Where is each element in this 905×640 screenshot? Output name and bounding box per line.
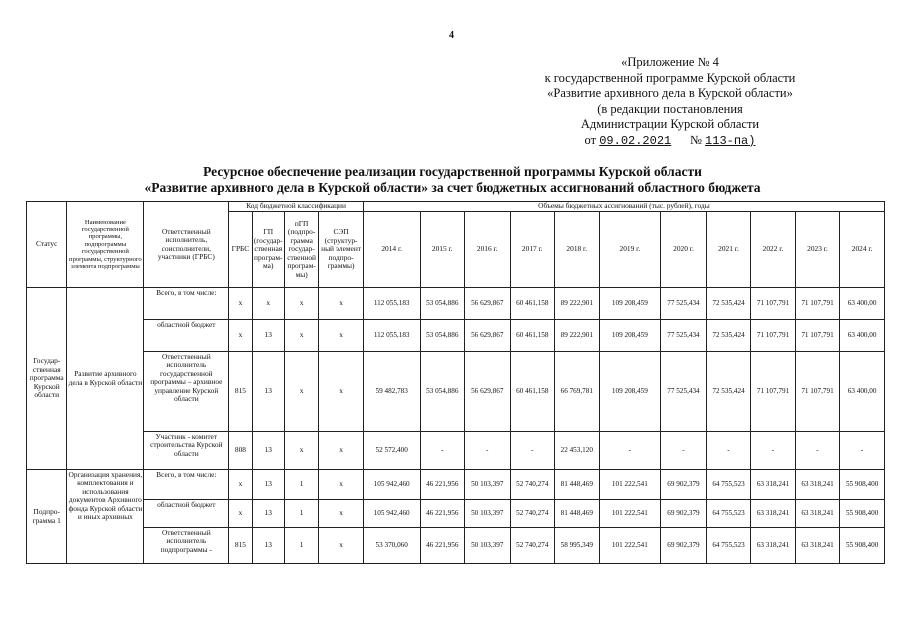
- pgp-cell: 1: [284, 470, 318, 500]
- value-cell: 64 755,523: [706, 528, 751, 564]
- header-year: 2017 г.: [510, 212, 555, 288]
- grbs-cell: 815: [229, 528, 252, 564]
- table-row: [27, 470, 885, 500]
- gp-cell: 13: [252, 500, 284, 528]
- table-row: [27, 352, 885, 432]
- gp-cell: 13: [252, 352, 284, 432]
- value-cell: 63 318,241: [751, 500, 796, 528]
- value-cell: 71 107,791: [751, 352, 796, 432]
- value-cell: 77 525,434: [661, 320, 707, 352]
- value-cell: 63 318,241: [751, 528, 796, 564]
- appendix-line: Администрации Курской области: [580, 117, 760, 131]
- value-cell: 56 629,867: [465, 320, 511, 352]
- gp-cell: х: [252, 288, 284, 320]
- decree-date: 09.02.2021: [599, 133, 672, 148]
- header-year: 2023 г.: [795, 212, 840, 288]
- title-line-2: «Развитие архивного дела в Курской области» за счет бюджетных ассигнований областного бюджета: [144, 180, 761, 195]
- header-grbs: ГРБС: [229, 212, 252, 288]
- executor-cell: областной бюджет: [144, 500, 229, 528]
- appendix-block: [505, 55, 835, 149]
- pgp-cell: х: [284, 288, 318, 320]
- value-cell: 55 908,400: [840, 470, 885, 500]
- header-year: 2024 г.: [840, 212, 885, 288]
- value-cell: 72 535,424: [706, 320, 751, 352]
- appendix-line: (в редакции постановления: [597, 101, 743, 116]
- value-cell: -: [840, 432, 885, 470]
- table-row: [27, 320, 885, 352]
- value-cell: 55 908,400: [840, 528, 885, 564]
- value-cell: 53 054,886: [420, 352, 465, 432]
- value-cell: 63 400,00: [840, 352, 885, 432]
- value-cell: 77 525,434: [661, 352, 707, 432]
- value-cell: 60 461,158: [510, 320, 555, 352]
- value-cell: 72 535,424: [706, 288, 751, 320]
- header-year: 2015 г.: [420, 212, 465, 288]
- decree-close: ): [748, 133, 756, 148]
- sep-cell: х: [319, 470, 364, 500]
- value-cell: 109 208,459: [599, 288, 661, 320]
- value-cell: 112 055,183: [363, 288, 420, 320]
- value-cell: 101 222,541: [599, 528, 661, 564]
- header-year: 2016 г.: [465, 212, 511, 288]
- resource-table: [26, 201, 885, 564]
- pgp-cell: х: [284, 352, 318, 432]
- decree-number: 113-па: [705, 133, 749, 148]
- value-cell: -: [751, 432, 796, 470]
- value-cell: 52 572,400: [363, 432, 420, 470]
- value-cell: 109 208,459: [599, 352, 661, 432]
- value-cell: 105 942,460: [363, 500, 420, 528]
- executor-cell: Ответственный исполнитель подпрограммы -: [144, 528, 229, 564]
- value-cell: 81 448,469: [555, 470, 600, 500]
- header-name: Наименование государственной программы, подпрограммы государственной программы, структурного элемента подпрограммы: [67, 202, 144, 288]
- value-cell: 46 221,956: [420, 528, 465, 564]
- sep-cell: х: [319, 288, 364, 320]
- value-cell: 52 740,274: [510, 528, 555, 564]
- value-cell: 89 222,901: [555, 288, 600, 320]
- value-cell: 53 054,886: [420, 288, 465, 320]
- value-cell: 109 208,459: [599, 320, 661, 352]
- name-cell: Развитие архивного дела в Курской области: [67, 288, 144, 470]
- status-cell: Подпро-грамма 1: [27, 470, 67, 564]
- value-cell: 71 107,791: [795, 320, 840, 352]
- value-cell: 63 400,00: [840, 288, 885, 320]
- value-cell: -: [795, 432, 840, 470]
- grbs-cell: 808: [229, 432, 252, 470]
- value-cell: 77 525,434: [661, 288, 707, 320]
- value-cell: 71 107,791: [795, 352, 840, 432]
- value-cell: -: [661, 432, 707, 470]
- value-cell: -: [420, 432, 465, 470]
- value-cell: 63 318,241: [751, 470, 796, 500]
- value-cell: 50 103,397: [465, 470, 511, 500]
- value-cell: 55 908,400: [840, 500, 885, 528]
- table-row: [27, 432, 885, 470]
- table-row: [27, 288, 885, 320]
- header-year: 2020 г.: [661, 212, 707, 288]
- document-title: [100, 164, 805, 196]
- sep-cell: х: [319, 352, 364, 432]
- value-cell: -: [510, 432, 555, 470]
- sep-cell: х: [319, 432, 364, 470]
- header-year: 2019 г.: [599, 212, 661, 288]
- gp-cell: 13: [252, 528, 284, 564]
- value-cell: 71 107,791: [751, 320, 796, 352]
- executor-cell: областной бюджет: [144, 320, 229, 352]
- value-cell: 50 103,397: [465, 528, 511, 564]
- sep-cell: х: [319, 528, 364, 564]
- pgp-cell: 1: [284, 528, 318, 564]
- header-year: 2021 г.: [706, 212, 751, 288]
- value-cell: 46 221,956: [420, 470, 465, 500]
- header-code-group: Код бюджетной классификации: [229, 202, 364, 212]
- value-cell: 50 103,397: [465, 500, 511, 528]
- value-cell: 53 370,060: [363, 528, 420, 564]
- executor-cell: Всего, в том числе:: [144, 288, 229, 320]
- value-cell: 71 107,791: [795, 288, 840, 320]
- grbs-cell: 815: [229, 352, 252, 432]
- gp-cell: 13: [252, 432, 284, 470]
- name-cell: Организация хранения, комплектования и использования документов Архивного фонда Курской области и иных архивных: [67, 470, 144, 564]
- header-year: 2018 г.: [555, 212, 600, 288]
- number-prefix: №: [689, 132, 702, 147]
- value-cell: 59 482,783: [363, 352, 420, 432]
- decree-date-line: [505, 133, 835, 150]
- value-cell: 105 942,460: [363, 470, 420, 500]
- value-cell: -: [465, 432, 511, 470]
- value-cell: 53 054,886: [420, 320, 465, 352]
- header-pgp: пГП (подпро-грамма государ-ственной програм-мы): [284, 212, 318, 288]
- grbs-cell: х: [229, 500, 252, 528]
- value-cell: -: [599, 432, 661, 470]
- header-status: Статус: [27, 202, 67, 288]
- title-line-1: Ресурсное обеспечение реализации государственной программы Курской области: [203, 164, 702, 179]
- header-year: 2022 г.: [751, 212, 796, 288]
- value-cell: 112 055,183: [363, 320, 420, 352]
- value-cell: 22 453,120: [555, 432, 600, 470]
- value-cell: 56 629,867: [465, 288, 511, 320]
- value-cell: 69 902,379: [661, 470, 707, 500]
- value-cell: 52 740,274: [510, 470, 555, 500]
- grbs-cell: х: [229, 288, 252, 320]
- header-volume-group: Объемы бюджетных ассигнований (тыс. рублей), годы: [363, 202, 884, 212]
- date-prefix: от: [584, 132, 597, 147]
- value-cell: 101 222,541: [599, 500, 661, 528]
- value-cell: 71 107,791: [751, 288, 796, 320]
- value-cell: 63 318,241: [795, 528, 840, 564]
- value-cell: 66 769,781: [555, 352, 600, 432]
- appendix-line: «Развитие архивного дела в Курской области»: [547, 86, 793, 100]
- value-cell: 72 535,424: [706, 352, 751, 432]
- value-cell: 60 461,158: [510, 288, 555, 320]
- value-cell: 63 318,241: [795, 500, 840, 528]
- value-cell: 89 222,901: [555, 320, 600, 352]
- value-cell: 56 629,867: [465, 352, 511, 432]
- pgp-cell: 1: [284, 500, 318, 528]
- value-cell: 63 400,00: [840, 320, 885, 352]
- value-cell: 64 755,523: [706, 500, 751, 528]
- grbs-cell: х: [229, 470, 252, 500]
- pgp-cell: х: [284, 432, 318, 470]
- gp-cell: 13: [252, 470, 284, 500]
- value-cell: -: [706, 432, 751, 470]
- status-cell: Государ-ственная программа Курской области: [27, 288, 67, 470]
- executor-cell: Участник - комитет строительства Курской области: [144, 432, 229, 470]
- value-cell: 58 995,349: [555, 528, 600, 564]
- executor-cell: Всего, в том числе:: [144, 470, 229, 500]
- value-cell: 46 221,956: [420, 500, 465, 528]
- table-row: [27, 500, 885, 528]
- header-executor: Ответственный исполнитель, соисполнители, участники (ГРБС): [144, 202, 229, 288]
- gp-cell: 13: [252, 320, 284, 352]
- page-number: 4: [449, 30, 454, 41]
- value-cell: 60 461,158: [510, 352, 555, 432]
- header-sep: СЭП (структур-ный элемент подпро-граммы): [319, 212, 364, 288]
- appendix-line: к государственной программе Курской области: [544, 70, 796, 85]
- executor-cell: Ответственный исполнитель государственной программы – архивное управление Курской области: [144, 352, 229, 432]
- grbs-cell: х: [229, 320, 252, 352]
- pgp-cell: х: [284, 320, 318, 352]
- value-cell: 101 222,541: [599, 470, 661, 500]
- value-cell: 64 755,523: [706, 470, 751, 500]
- header-year: 2014 г.: [363, 212, 420, 288]
- sep-cell: х: [319, 500, 364, 528]
- sep-cell: х: [319, 320, 364, 352]
- value-cell: 69 902,379: [661, 528, 707, 564]
- value-cell: 81 448,469: [555, 500, 600, 528]
- value-cell: 69 902,379: [661, 500, 707, 528]
- appendix-line: «Приложение № 4: [621, 55, 719, 69]
- table-row: [27, 528, 885, 564]
- header-gp: ГП (государ-ственная програм-ма): [252, 212, 284, 288]
- value-cell: 63 318,241: [795, 470, 840, 500]
- value-cell: 52 740,274: [510, 500, 555, 528]
